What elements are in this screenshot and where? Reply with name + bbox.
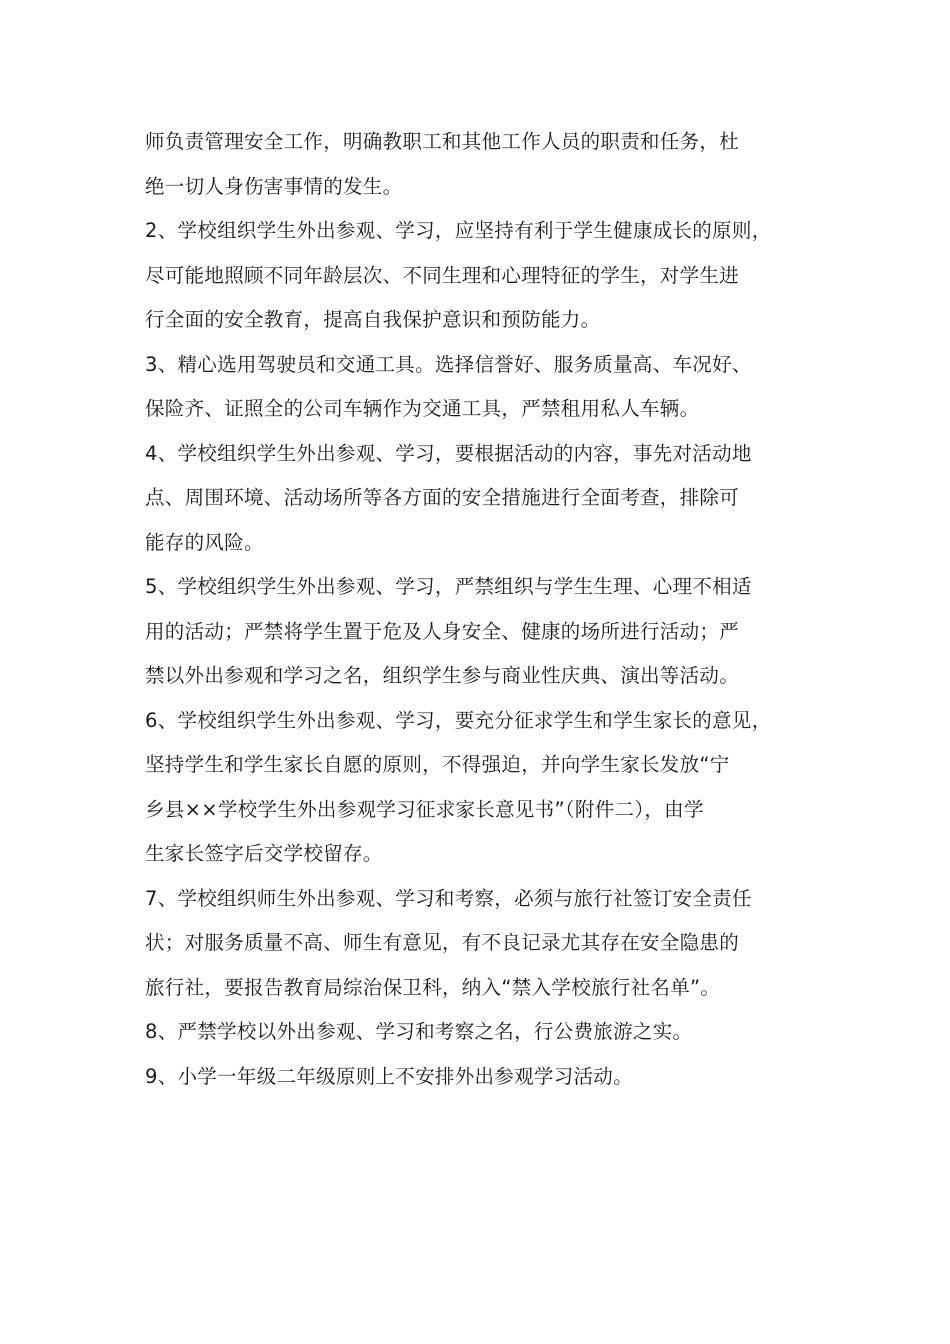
text-line-4: 尽可能地照顾不同年龄层次、不同生理和心理特征的学生，对学生进: [145, 263, 740, 287]
document-body: [145, 120, 825, 1099]
text-line-20: 旅行社，要报告教育局综治保卫科，纳入“禁入学校旅行社名单”。: [145, 975, 721, 999]
text-line-12: 用的活动；严禁将学生置于危及人身安全、健康的场所进行活动；严: [145, 619, 740, 643]
text-line-1: 师负责管理安全工作，明确教职工和其他工作人员的职责和任务，杜: [145, 130, 740, 153]
text-line-17: 生家长签字后交学校留存。: [145, 842, 383, 865]
text-line-10: 能存的风险。: [145, 530, 264, 554]
text-line-13: 禁以外出参观和学习之名，组织学生参与商业性庆典、演出等活动。: [145, 664, 740, 687]
text-line-18: 7、学校组织师生外出参观、学习和考察，必须与旅行社签订安全责任: [145, 886, 752, 910]
text-line-7: 保险齐、证照全的公司车辆作为交通工具，严禁租用私人车辆。: [145, 397, 700, 420]
text-line-9: 点、周围环境、活动场所等各方面的安全措施进行全面考查，排除可: [145, 486, 740, 509]
text-line-19: 状；对服务质量不高、师生有意见，有不良记录尤其存在安全隐患的: [145, 931, 740, 954]
text-line-14: 6、学校组织学生外出参观、学习，要充分征求学生和学生家长的意见，: [145, 708, 772, 732]
text-line-2: 绝一切人身伤害事情的发生。: [145, 174, 403, 198]
text-line-8: 4、学校组织学生外出参观、学习，要根据活动的内容，事先对活动地: [145, 441, 752, 465]
text-line-6: 3、精心选用驾驶员和交通工具。选择信誉好、服务质量高、车况好、: [145, 352, 752, 376]
text-line-3: 2、学校组织学生外出参观、学习，应坚持有利于学生健康成长的原则，: [145, 219, 772, 242]
text-line-11: 5、学校组织学生外出参观、学习，严禁组织与学生生理、心理不相适: [145, 575, 752, 598]
text-line-5: 行全面的安全教育，提高自我保护意识和预防能力。: [145, 308, 601, 331]
text-line-21: 8、严禁学校以外出参观、学习和考察之名，行公费旅游之实。: [145, 1020, 693, 1043]
text-line-15: 坚持学生和学生家长自愿的原则，不得强迫，并向学生家长发放“宁: [145, 753, 730, 776]
text-line-16: 乡县××学校学生外出参观学习征求家长意见书”（附件二），由学: [145, 797, 704, 821]
text-line-22: 9、小学一年级二年级原则上不安排外出参观学习活动。: [145, 1064, 633, 1088]
